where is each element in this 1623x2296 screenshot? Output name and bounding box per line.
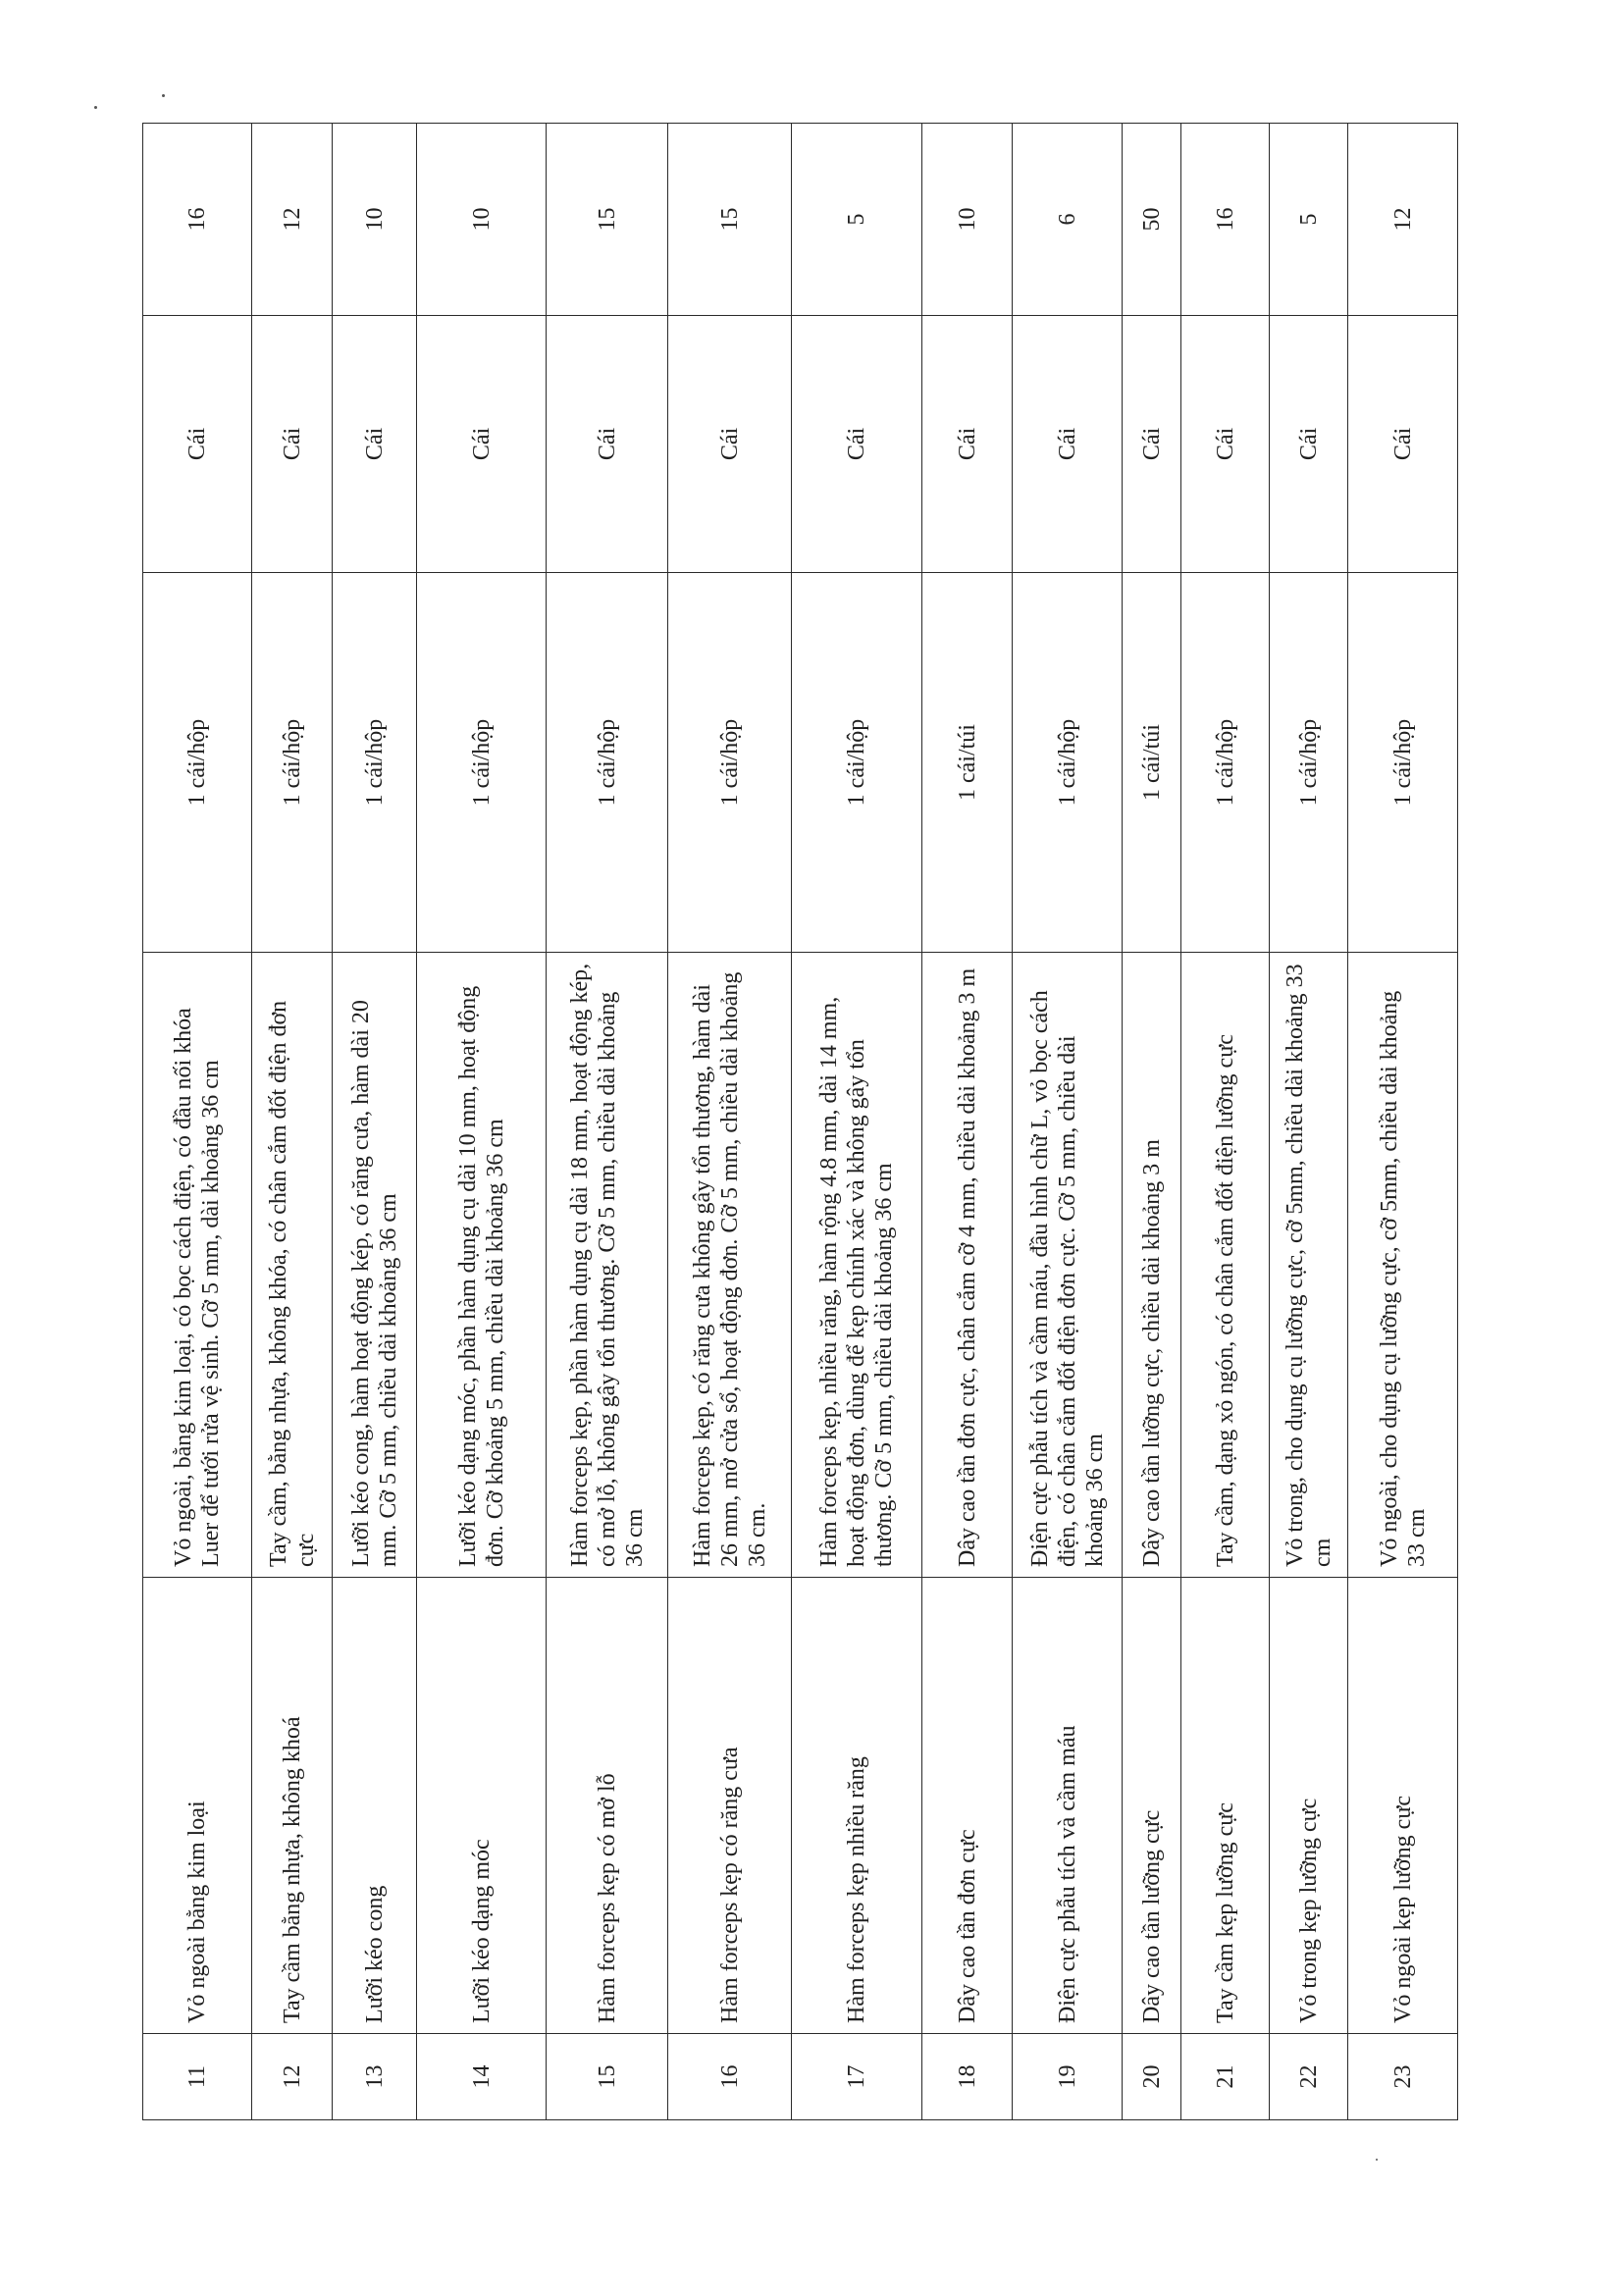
item-description: Lưỡi kéo dạng móc, phần hàm dụng cụ dài 10 mm, hoạt động đơn. Cỡ khoảng 5 mm, chiều dài khoảng 36 cm [417, 953, 547, 1578]
scan-speck [1376, 2159, 1378, 2161]
item-name: Vỏ trong kẹp lưỡng cực [1270, 1578, 1348, 2034]
item-name: Vỏ ngoài bằng kim loại [143, 1578, 252, 2034]
table-row [1123, 124, 1181, 2120]
item-name: Hàm forceps kẹp có răng cưa [668, 1578, 792, 2034]
scan-speck [162, 94, 165, 97]
item-packaging: 1 cái/hộp [792, 573, 922, 953]
item-name: Dây cao tần đơn cực [922, 1578, 1013, 2034]
row-number: 22 [1270, 2034, 1348, 2120]
table-body [143, 124, 1458, 2120]
item-packaging: 1 cái/hộp [547, 573, 668, 953]
table-row [1013, 124, 1123, 2120]
rotated-table-wrapper [142, 124, 1457, 2120]
item-name: Lưỡi kéo dạng móc [417, 1578, 547, 2034]
item-quantity: 10 [417, 124, 547, 316]
scan-speck [94, 106, 97, 109]
item-quantity: 5 [792, 124, 922, 316]
item-unit: Cái [333, 316, 417, 573]
row-number: 15 [547, 2034, 668, 2120]
item-name: Hàm forceps kẹp có mở lỗ [547, 1578, 668, 2034]
table-row [143, 124, 252, 2120]
item-description: Vỏ ngoài, bằng kim loại, có bọc cách điện, có đầu nối khóa Luer để tưới rửa vệ sinh. Cỡ 5 mm, dài khoảng 36 cm [143, 953, 252, 1578]
item-description: Tay cầm, bằng nhựa, không khóa, có chân cắm đốt điện đơn cực [252, 953, 333, 1578]
item-description: Dây cao tần lưỡng cực, chiều dài khoảng 3 m [1123, 953, 1181, 1578]
table-row [1348, 124, 1458, 2120]
row-number: 21 [1181, 2034, 1270, 2120]
table-row [417, 124, 547, 2120]
item-unit: Cái [1123, 316, 1181, 573]
item-description: Dây cao tần đơn cực, chân cắm cỡ 4 mm, chiều dài khoảng 3 m [922, 953, 1013, 1578]
item-packaging: 1 cái/túi [1123, 573, 1181, 953]
item-quantity: 15 [547, 124, 668, 316]
row-number: 13 [333, 2034, 417, 2120]
table-row [252, 124, 333, 2120]
row-number: 18 [922, 2034, 1013, 2120]
item-quantity: 50 [1123, 124, 1181, 316]
item-unit: Cái [143, 316, 252, 573]
row-number: 12 [252, 2034, 333, 2120]
item-description: Vỏ trong, cho dụng cụ lưỡng cực, cỡ 5mm, chiều dài khoảng 33 cm [1270, 953, 1348, 1578]
item-description: Hàm forceps kẹp, có răng cưa không gây tổn thương, hàm dài 26 mm, mở cửa sổ, hoạt động đơn. Cỡ 5 mm, chiều dài khoảng 36 cm. [668, 953, 792, 1578]
item-quantity: 16 [143, 124, 252, 316]
table-row [333, 124, 417, 2120]
item-packaging: 1 cái/hộp [668, 573, 792, 953]
item-unit: Cái [922, 316, 1013, 573]
item-unit: Cái [1270, 316, 1348, 573]
row-number: 20 [1123, 2034, 1181, 2120]
item-unit: Cái [417, 316, 547, 573]
item-quantity: 6 [1013, 124, 1123, 316]
item-quantity: 10 [333, 124, 417, 316]
item-description: Vỏ ngoài, cho dụng cụ lưỡng cực, cỡ 5mm, chiều dài khoảng 33 cm [1348, 953, 1458, 1578]
item-quantity: 15 [668, 124, 792, 316]
table-row [922, 124, 1013, 2120]
item-description: Hàm forceps kẹp, nhiều răng, hàm rộng 4.8 mm, dài 14 mm, hoạt động đơn, dùng để kẹp chính xác và không gây tổn thương. Cỡ 5 mm, chiều dài khoảng 36 cm [792, 953, 922, 1578]
item-quantity: 12 [252, 124, 333, 316]
item-packaging: 1 cái/hộp [1013, 573, 1123, 953]
item-quantity: 10 [922, 124, 1013, 316]
row-number: 23 [1348, 2034, 1458, 2120]
row-number: 16 [668, 2034, 792, 2120]
item-unit: Cái [792, 316, 922, 573]
item-packaging: 1 cái/túi [922, 573, 1013, 953]
row-number: 11 [143, 2034, 252, 2120]
item-packaging: 1 cái/hộp [252, 573, 333, 953]
row-number: 17 [792, 2034, 922, 2120]
item-quantity: 5 [1270, 124, 1348, 316]
item-name: Dây cao tần lưỡng cực [1123, 1578, 1181, 2034]
item-unit: Cái [547, 316, 668, 573]
item-packaging: 1 cái/hộp [333, 573, 417, 953]
table-row [1181, 124, 1270, 2120]
item-description: Hàm forceps kẹp, phần hàm dụng cụ dài 18 mm, hoạt động kép, có mở lỗ, không gây tổn thương. Cỡ 5 mm, chiều dài khoảng 36 cm [547, 953, 668, 1578]
item-name: Lưỡi kéo cong [333, 1578, 417, 2034]
item-name: Vỏ ngoài kẹp lưỡng cực [1348, 1578, 1458, 2034]
item-packaging: 1 cái/hộp [1348, 573, 1458, 953]
table-row [1270, 124, 1348, 2120]
item-name: Tay cầm bằng nhựa, không khoá [252, 1578, 333, 2034]
equipment-table [142, 123, 1458, 2120]
item-description: Tay cầm, dạng xỏ ngón, có chân cắm đốt điện lưỡng cực [1181, 953, 1270, 1578]
item-quantity: 12 [1348, 124, 1458, 316]
item-unit: Cái [252, 316, 333, 573]
item-unit: Cái [1348, 316, 1458, 573]
item-unit: Cái [1181, 316, 1270, 573]
table-row [547, 124, 668, 2120]
item-unit: Cái [1013, 316, 1123, 573]
item-name: Điện cực phẫu tích và cầm máu [1013, 1578, 1123, 2034]
item-packaging: 1 cái/hộp [143, 573, 252, 953]
item-name: Hàm forceps kẹp nhiều răng [792, 1578, 922, 2034]
row-number: 19 [1013, 2034, 1123, 2120]
table-row [668, 124, 792, 2120]
item-description: Lưỡi kéo cong, hàm hoạt động kép, có răng cưa, hàm dài 20 mm. Cỡ 5 mm, chiều dài khoảng 36 cm [333, 953, 417, 1578]
item-packaging: 1 cái/hộp [417, 573, 547, 953]
item-packaging: 1 cái/hộp [1270, 573, 1348, 953]
item-quantity: 16 [1181, 124, 1270, 316]
item-unit: Cái [668, 316, 792, 573]
table-row [792, 124, 922, 2120]
item-description: Điện cực phẫu tích và cầm máu, đầu hình chữ L, vỏ bọc cách điện, có chân cắm đốt điện đơn cực. Cỡ 5 mm, chiều dài khoảng 36 cm [1013, 953, 1123, 1578]
row-number: 14 [417, 2034, 547, 2120]
item-name: Tay cầm kẹp lưỡng cực [1181, 1578, 1270, 2034]
item-packaging: 1 cái/hộp [1181, 573, 1270, 953]
